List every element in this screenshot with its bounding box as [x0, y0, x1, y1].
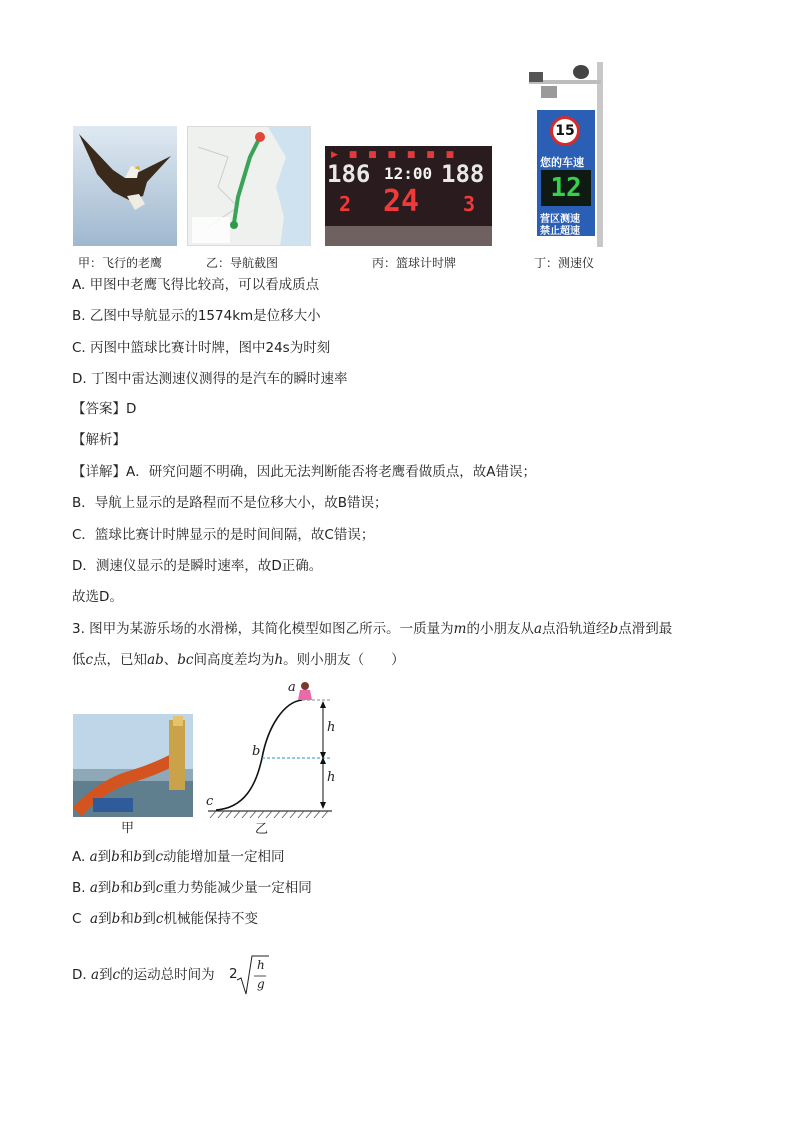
- speed-display-value: 12: [550, 173, 582, 203]
- caption-navigation: 乙：导航截图: [206, 256, 279, 270]
- eagle-photo: [73, 126, 177, 246]
- speed-sign-footer-1: 营区测速: [540, 214, 580, 225]
- speed-sign-title: 您的车速: [540, 156, 584, 169]
- q2-option-a: A. 甲图中老鹰飞得比较高，可以看成质点: [72, 277, 320, 293]
- q2-conclusion: 故选D。: [72, 589, 123, 605]
- var-h: h: [274, 652, 284, 668]
- speed-radar-sign-photo: [527, 62, 607, 247]
- q3-option-a: A. a到b和b到c动能增加量一定相同: [72, 849, 285, 865]
- water-slide-photo: [73, 714, 193, 817]
- q2-option-d: D. 丁图中雷达测速仪测得的是汽车的瞬时速率: [72, 371, 348, 387]
- speed-sign-footer-2: 禁止超速: [540, 226, 580, 237]
- scoreboard-shot-clock: 24: [383, 184, 420, 219]
- figure-label-yi: 乙: [255, 822, 269, 837]
- caption-speed-radar: 丁：测速仪: [534, 256, 595, 270]
- scoreboard-right-fouls: 3: [463, 192, 476, 216]
- scoreboard-left-score: 186: [327, 160, 371, 188]
- q2-detail-line-2: B．导航上显示的是路程而不是位移大小，故B错误；: [72, 495, 388, 511]
- q3-stem-line-2: 低c点，已知ab、bc间高度差均为h。则小朋友（ ）: [72, 652, 405, 668]
- diagram-label-h-lower: h: [327, 770, 336, 785]
- q3-option-d-formula: [229, 952, 269, 998]
- q2-option-b: B. 乙图中导航显示的1574km是位移大小: [72, 308, 321, 324]
- formula-denominator: g: [257, 977, 265, 991]
- var-b: b: [609, 621, 619, 637]
- caption-eagle: 甲：飞行的老鹰: [78, 256, 163, 270]
- diagram-label-b: b: [252, 744, 261, 759]
- scoreboard-indicator-row: ▶ ■ ■ ■ ■ ■ ■: [331, 150, 459, 160]
- q3-stem-line-1: 3. 图甲为某游乐场的水滑梯，其简化模型如图乙所示。一质量为m的小朋友从a点沿轨道经b点滑到最: [72, 621, 673, 637]
- diagram-label-a: a: [288, 680, 296, 695]
- slide-model-diagram: [200, 676, 340, 824]
- q3-option-b: B. a到b和b到c重力势能减少量一定相同: [72, 880, 312, 896]
- var-a: a: [533, 621, 543, 637]
- speed-limit-value: 15: [555, 123, 575, 139]
- formula-coefficient: 2: [229, 966, 238, 982]
- basketball-scoreboard-photo: [325, 146, 492, 246]
- q3-option-d: D. a到c的运动总时间为: [72, 967, 215, 983]
- var-c: c: [85, 652, 94, 668]
- scoreboard-clock: 12:00: [384, 164, 433, 183]
- q2-detail-line-3: C．篮球比赛计时牌显示的是时间间隔，故C错误；: [72, 527, 375, 543]
- q2-answer: 【答案】D: [72, 401, 137, 417]
- q2-analysis-label: 【解析】: [72, 432, 126, 448]
- navigation-screenshot: [187, 126, 311, 246]
- var-m: m: [453, 621, 467, 637]
- diagram-label-c: c: [206, 794, 214, 809]
- speed-display: [541, 170, 591, 206]
- var-ab: ab: [147, 652, 164, 668]
- scoreboard-right-score: 188: [441, 160, 485, 188]
- scoreboard-base: [325, 226, 492, 246]
- q2-option-c: C. 丙图中篮球比赛计时牌，图中24s为时刻: [72, 340, 331, 356]
- figure-label-jia: 甲: [121, 821, 135, 836]
- child-figure-icon: [298, 682, 312, 700]
- var-bc: bc: [177, 652, 194, 668]
- q3-option-c: C a到b和b到c机械能保持不变: [72, 911, 258, 927]
- q2-detail-line-4: D．测速仪显示的是瞬时速率，故D正确。: [72, 558, 323, 574]
- caption-scoreboard: 丙：篮球计时牌: [372, 256, 457, 270]
- formula-numerator: h: [257, 958, 265, 972]
- speed-limit-circle: [550, 116, 580, 146]
- q2-detail-line-1: 【详解】A．研究问题不明确，因此无法判断能否将老鹰看做质点，故A错误；: [72, 464, 536, 480]
- scoreboard-left-fouls: 2: [339, 192, 352, 216]
- diagram-label-h-upper: h: [327, 720, 336, 735]
